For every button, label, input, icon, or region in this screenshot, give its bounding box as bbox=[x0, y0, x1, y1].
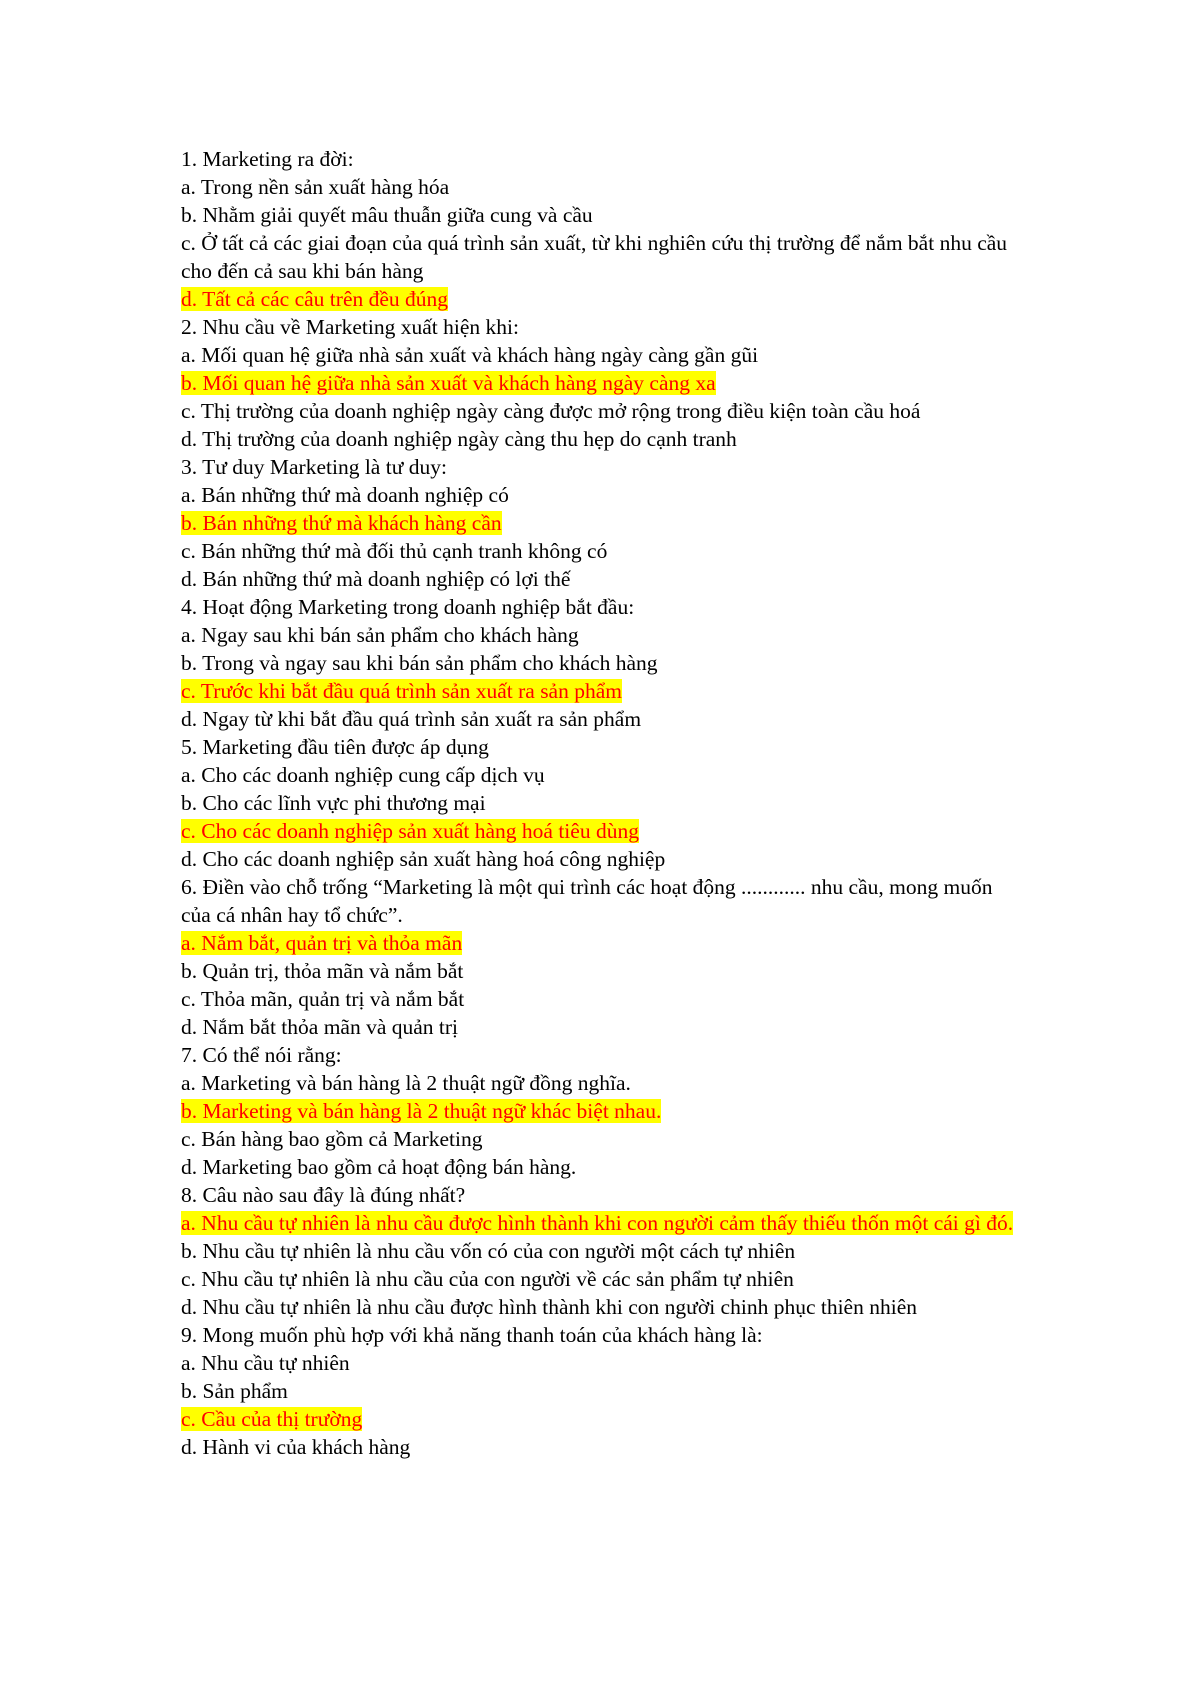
line-text: 6. Điền vào chỗ trống “Marketing là một qui trình các hoạt động ............ nhu cầu, mong muốn của cá nhân hay tổ chức”. bbox=[181, 875, 993, 927]
text-line bbox=[181, 145, 1021, 173]
line-text: a. Bán những thứ mà doanh nghiệp có bbox=[181, 483, 509, 507]
text-line bbox=[181, 733, 1021, 761]
text-line bbox=[181, 1125, 1021, 1153]
highlighted-answer-line bbox=[181, 817, 1021, 845]
highlighted-answer-text: b. Mối quan hệ giữa nhà sản xuất và khách hàng ngày càng xa bbox=[181, 371, 716, 395]
text-line bbox=[181, 621, 1021, 649]
highlighted-answer-text: b. Marketing và bán hàng là 2 thuật ngữ khác biệt nhau. bbox=[181, 1099, 662, 1123]
line-text: d. Marketing bao gồm cả hoạt động bán hàng. bbox=[181, 1155, 577, 1179]
line-text: 1. Marketing ra đời: bbox=[181, 147, 354, 171]
document-page bbox=[181, 145, 1021, 1461]
text-line bbox=[181, 1181, 1021, 1209]
text-line bbox=[181, 985, 1021, 1013]
highlighted-answer-line bbox=[181, 1097, 1021, 1125]
highlighted-answer-line bbox=[181, 1209, 1021, 1237]
highlighted-answer-line bbox=[181, 369, 1021, 397]
text-line bbox=[181, 1349, 1021, 1377]
text-line bbox=[181, 1433, 1021, 1461]
text-line bbox=[181, 537, 1021, 565]
highlighted-answer-line bbox=[181, 509, 1021, 537]
text-line bbox=[181, 229, 1021, 285]
text-line bbox=[181, 873, 1021, 929]
text-line bbox=[181, 1293, 1021, 1321]
line-text: d. Nhu cầu tự nhiên là nhu cầu được hình thành khi con người chinh phục thiên nhiên bbox=[181, 1295, 917, 1319]
text-line bbox=[181, 1041, 1021, 1069]
line-text: c. Bán những thứ mà đối thủ cạnh tranh không có bbox=[181, 539, 608, 563]
highlighted-answer-text: b. Bán những thứ mà khách hàng cần bbox=[181, 511, 502, 535]
text-line bbox=[181, 453, 1021, 481]
text-line bbox=[181, 649, 1021, 677]
highlighted-answer-text: c. Cho các doanh nghiệp sản xuất hàng hoá tiêu dùng bbox=[181, 819, 639, 843]
line-text: a. Trong nền sản xuất hàng hóa bbox=[181, 175, 450, 199]
line-text: d. Thị trường của doanh nghiệp ngày càng thu hẹp do cạnh tranh bbox=[181, 427, 737, 451]
highlighted-answer-text: c. Cầu của thị trường bbox=[181, 1407, 363, 1431]
line-text: c. Thị trường của doanh nghiệp ngày càng được mở rộng trong điều kiện toàn cầu hoá bbox=[181, 399, 921, 423]
line-text: b. Sản phẩm bbox=[181, 1379, 288, 1403]
highlighted-answer-line bbox=[181, 1405, 1021, 1433]
text-line bbox=[181, 1153, 1021, 1181]
line-text: b. Nhu cầu tự nhiên là nhu cầu vốn có của con người một cách tự nhiên bbox=[181, 1239, 796, 1263]
line-text: c. Nhu cầu tự nhiên là nhu cầu của con người về các sản phẩm tự nhiên bbox=[181, 1267, 794, 1291]
line-text: b. Nhằm giải quyết mâu thuẫn giữa cung và cầu bbox=[181, 203, 593, 227]
highlighted-answer-text: d. Tất cả các câu trên đều đúng bbox=[181, 287, 449, 311]
line-text: b. Quản trị, thỏa mãn và nắm bắt bbox=[181, 959, 464, 983]
line-text: b. Cho các lĩnh vực phi thương mại bbox=[181, 791, 486, 815]
line-text: 2. Nhu cầu về Marketing xuất hiện khi: bbox=[181, 315, 519, 339]
line-text: 5. Marketing đầu tiên được áp dụng bbox=[181, 735, 489, 759]
text-line bbox=[181, 425, 1021, 453]
text-line bbox=[181, 957, 1021, 985]
text-line bbox=[181, 705, 1021, 733]
text-line bbox=[181, 341, 1021, 369]
highlighted-answer-line bbox=[181, 285, 1021, 313]
line-text: c. Ở tất cả các giai đoạn của quá trình sản xuất, từ khi nghiên cứu thị trường để nắm bắt nhu cầu cho đến cả sau khi bán hàng bbox=[181, 231, 1008, 283]
text-line bbox=[181, 593, 1021, 621]
text-line bbox=[181, 1013, 1021, 1041]
text-line bbox=[181, 761, 1021, 789]
line-text: a. Mối quan hệ giữa nhà sản xuất và khách hàng ngày càng gần gũi bbox=[181, 343, 759, 367]
line-text: d. Ngay từ khi bắt đầu quá trình sản xuất ra sản phẩm bbox=[181, 707, 642, 731]
line-text: 8. Câu nào sau đây là đúng nhất? bbox=[181, 1183, 466, 1207]
text-line bbox=[181, 481, 1021, 509]
line-text: 9. Mong muốn phù hợp với khả năng thanh toán của khách hàng là: bbox=[181, 1323, 763, 1347]
line-text: d. Hành vi của khách hàng bbox=[181, 1435, 411, 1459]
highlighted-answer-text: a. Nắm bắt, quản trị và thỏa mãn bbox=[181, 931, 463, 955]
text-line bbox=[181, 397, 1021, 425]
line-text: d. Nắm bắt thỏa mãn và quản trị bbox=[181, 1015, 459, 1039]
line-text: 7. Có thể nói rằng: bbox=[181, 1043, 342, 1067]
text-line bbox=[181, 565, 1021, 593]
line-text: a. Ngay sau khi bán sản phẩm cho khách hàng bbox=[181, 623, 579, 647]
line-text: a. Nhu cầu tự nhiên bbox=[181, 1351, 350, 1375]
highlighted-answer-text: a. Nhu cầu tự nhiên là nhu cầu được hình thành khi con người cảm thấy thiếu thốn một cái gì đó. bbox=[181, 1211, 1014, 1235]
line-text: a. Cho các doanh nghiệp cung cấp dịch vụ bbox=[181, 763, 545, 787]
highlighted-answer-line bbox=[181, 929, 1021, 957]
line-text: c. Bán hàng bao gồm cả Marketing bbox=[181, 1127, 483, 1151]
text-line bbox=[181, 1377, 1021, 1405]
line-text: d. Bán những thứ mà doanh nghiệp có lợi thế bbox=[181, 567, 571, 591]
text-line bbox=[181, 173, 1021, 201]
line-text: c. Thỏa mãn, quản trị và nắm bắt bbox=[181, 987, 465, 1011]
text-line bbox=[181, 1321, 1021, 1349]
text-line bbox=[181, 313, 1021, 341]
line-text: b. Trong và ngay sau khi bán sản phẩm cho khách hàng bbox=[181, 651, 658, 675]
line-text: a. Marketing và bán hàng là 2 thuật ngữ đồng nghĩa. bbox=[181, 1071, 631, 1095]
line-text: 4. Hoạt động Marketing trong doanh nghiệp bắt đầu: bbox=[181, 595, 635, 619]
highlighted-answer-line bbox=[181, 677, 1021, 705]
text-line bbox=[181, 1265, 1021, 1293]
text-line bbox=[181, 845, 1021, 873]
line-text: 3. Tư duy Marketing là tư duy: bbox=[181, 455, 447, 479]
text-line bbox=[181, 201, 1021, 229]
text-line bbox=[181, 789, 1021, 817]
text-line bbox=[181, 1237, 1021, 1265]
line-text: d. Cho các doanh nghiệp sản xuất hàng hoá công nghiệp bbox=[181, 847, 666, 871]
text-line bbox=[181, 1069, 1021, 1097]
highlighted-answer-text: c. Trước khi bắt đầu quá trình sản xuất ra sản phẩm bbox=[181, 679, 622, 703]
